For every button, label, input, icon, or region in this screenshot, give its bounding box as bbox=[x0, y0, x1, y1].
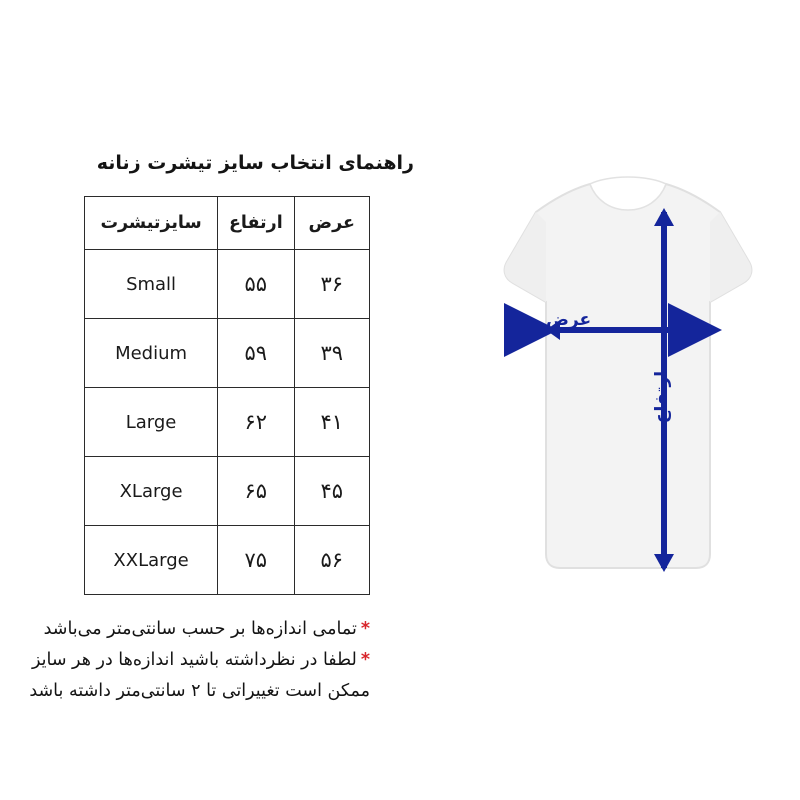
width-dimension-label: عرض bbox=[546, 310, 592, 330]
asterisk-icon: * bbox=[360, 650, 370, 670]
footnote-line-3 bbox=[0, 676, 370, 707]
footnote-text-3: ممکن است تغییراتی تا ۲ سانتی‌متر داشته باشد bbox=[29, 681, 370, 701]
footnote-line-2 bbox=[0, 645, 370, 676]
cell-size: Small bbox=[85, 250, 218, 319]
table-row bbox=[85, 250, 370, 319]
cell-width: ۳۹ bbox=[294, 319, 370, 388]
cell-height: ۶۲ bbox=[218, 388, 294, 457]
cell-width: ۴۵ bbox=[294, 457, 370, 526]
tshirt-illustration bbox=[418, 150, 778, 620]
table-row bbox=[85, 319, 370, 388]
footnote-text-1: تمامی اندازه‌ها بر حسب سانتی‌متر می‌باشد bbox=[43, 619, 357, 639]
cell-width: ۴۱ bbox=[294, 388, 370, 457]
tshirt-svg bbox=[418, 150, 778, 620]
cell-width: ۵۶ bbox=[294, 526, 370, 595]
size-chart-table bbox=[84, 196, 370, 595]
cell-height: ۵۹ bbox=[218, 319, 294, 388]
footnote-text-2: لطفا در نظرداشته باشید اندازه‌ها در هر سایز bbox=[31, 650, 357, 670]
page-title: راهنمای انتخاب سایز تیشرت زنانه bbox=[96, 152, 414, 174]
cell-size: XXLarge bbox=[85, 526, 218, 595]
cell-height: ۶۵ bbox=[218, 457, 294, 526]
table-row bbox=[85, 526, 370, 595]
column-header-width: عرض bbox=[294, 197, 370, 250]
cell-size: Medium bbox=[85, 319, 218, 388]
tshirt-shape bbox=[505, 177, 752, 568]
table-row bbox=[85, 457, 370, 526]
footnote-line-1 bbox=[0, 614, 370, 645]
cell-width: ۳۶ bbox=[294, 250, 370, 319]
footnotes bbox=[0, 614, 370, 707]
column-header-size: سایزتیشرت bbox=[85, 197, 218, 250]
table-header-row bbox=[85, 197, 370, 250]
height-dimension-label: ارتفاع bbox=[652, 370, 673, 424]
column-header-height: ارتفاع bbox=[218, 197, 294, 250]
asterisk-icon: * bbox=[360, 619, 370, 639]
cell-height: ۵۵ bbox=[218, 250, 294, 319]
cell-size: XLarge bbox=[85, 457, 218, 526]
cell-height: ۷۵ bbox=[218, 526, 294, 595]
table-row bbox=[85, 388, 370, 457]
cell-size: Large bbox=[85, 388, 218, 457]
